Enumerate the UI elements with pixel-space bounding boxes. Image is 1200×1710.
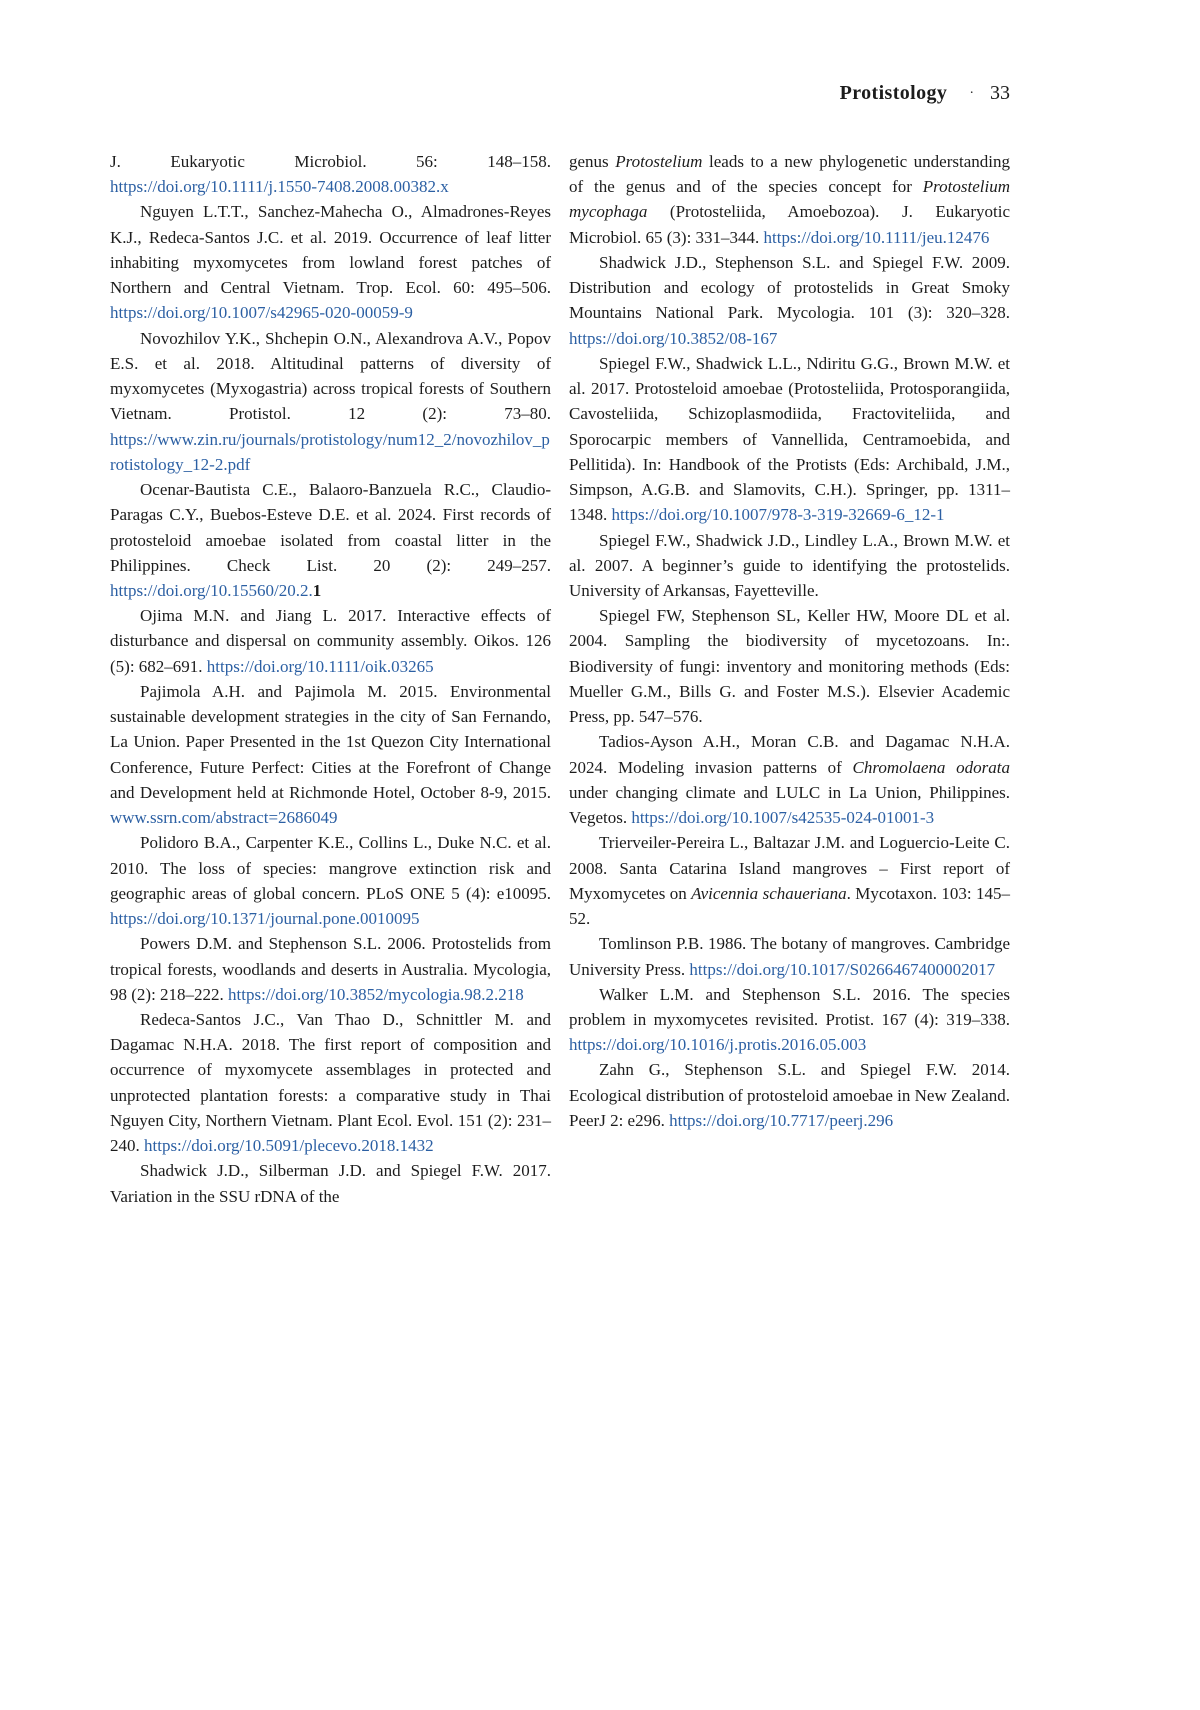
taxon-name: Protostelium (615, 152, 703, 171)
reference-url-link[interactable]: https://doi.org/10.1007/s42535-024-01001-3 (631, 808, 935, 828)
reference-url-link[interactable]: https://doi.org/10.5091/plecevo.2018.1432 (144, 1136, 434, 1156)
reference-entry-continued (110, 149, 551, 199)
reference-text: Novozhilov Y.K., Shchepin O.N., Alexandrova A.V., Popov E.S. et al. 2018. Altitudinal patterns of diversity of myxomycetes (Myxogastria) across tropical forests of Southern Vietnam. Protistol. 12 (2): 73–80. (110, 328, 551, 424)
reference-url-link[interactable]: https://doi.org/10.1016/j.protis.2016.05.003 (569, 1035, 867, 1055)
reference-entry (110, 1007, 551, 1158)
taxon-name: Chromolaena odorata (852, 757, 1010, 777)
reference-url-link[interactable]: https://doi.org/10.1111/oik.03265 (206, 656, 434, 676)
reference-entry (110, 199, 551, 325)
reference-text: J. Eukaryotic Microbiol. 56: 148–158. (110, 152, 551, 171)
reference-entry (110, 477, 551, 603)
bold-text: 1 (312, 580, 322, 600)
reference-entry (569, 528, 1010, 604)
journal-title: Protistology (839, 82, 948, 104)
reference-url-link[interactable]: www.ssrn.com/abstract=2686049 (110, 808, 338, 828)
reference-entry (569, 603, 1010, 729)
reference-text: Shadwick J.D., Silberman J.D. and Spiegel F.W. 2017. Variation in the SSU rDNA of the (110, 1161, 551, 1206)
taxon-name: Avicennia schaueriana (691, 883, 847, 903)
reference-text: Tomlinson P.B. 1986. The botany of mangroves. Cambridge University Press. (569, 934, 1010, 979)
reference-text: Tadios-Ayson A.H., Moran C.B. and Dagamac N.H.A. 2024. Modeling invasion patterns of (569, 732, 1010, 777)
reference-entry (569, 982, 1010, 1058)
reference-text: Zahn G., Stephenson S.L. and Spiegel F.W. 2014. Ecological distribution of protosteloid amoebae in New Zealand. PeerJ 2: e296. (569, 1060, 1010, 1130)
reference-text: Nguyen L.T.T., Sanchez-Mahecha O., Almadrones-Reyes K.J., Redeca-Santos J.C. et al. 2019. Occurrence of leaf litter inhabiting myxomycetes from lowland forest patches of Northern and Central Vietnam. Trop. Ecol. 60: 495–506. (110, 202, 551, 298)
reference-text: Spiegel F.W., Shadwick L.L., Ndiritu G.G., Brown M.W. et al. 2017. Protosteloid amoebae (Protosteliida, Protosporangiida, Cavosteliida, Schizoplasmodiida, Fractoviteliida, and Sporocarpic members of Vannellida, Centramoebida, and Pellitida). In: Handbook of the Protists (Eds: Archibald, J.M., Simpson, A.G.B. and Slamovits, C.H.). Springer, pp. 1311–1348. (569, 353, 1010, 525)
references-right-column (569, 149, 1010, 1133)
reference-text: Redeca-Santos J.C., Van Thao D., Schnittler M. and Dagamac N.H.A. 2018. The first report of composition and occurrence of myxomycete assemblages in protected and unprotected plantation forests: a comparative study in Thai Nguyen City, Northern Vietnam. Plant Ecol. Evol. 151 (2): 231–240. (110, 1009, 551, 1156)
reference-text: genus (569, 152, 616, 171)
reference-entry (569, 351, 1010, 528)
reference-text: Trierveiler-Pereira L., Baltazar J.M. and Loguercio-Leite C. 2008. Santa Catarina Island mangroves – First report of Myxomycetes on (569, 833, 1010, 903)
reference-url-link[interactable]: https://doi.org/10.1007/s42965-020-00059-9 (110, 303, 413, 323)
reference-text: Spiegel F.W., Shadwick J.D., Lindley L.A., Brown M.W. et al. 2007. A beginner’s guide to identifying the protostelids. University of Arkansas, Fayetteville. (569, 530, 1010, 600)
reference-text: Spiegel FW, Stephenson SL, Keller HW, Moore DL et al. 2004. Sampling the biodiversity of mycetozoans. In:. Biodiversity of fungi: inventory and monitoring methods (Eds: Mueller G.M., Bills G. and Foster M.S.). Elsevier Academic Press, pp. 547–576. (569, 606, 1010, 727)
reference-entry (569, 830, 1010, 931)
reference-url-link[interactable]: https://doi.org/10.3852/mycologia.98.2.218 (228, 984, 524, 1004)
taxon-name: Protostelium mycophaga (569, 177, 1010, 222)
reference-url-link[interactable]: https://www.zin.ru/journals/protistology/num12_2/novozhilov_protistology_12-2.pdf (110, 429, 550, 474)
reference-text: Ocenar-Bautista C.E., Balaoro-Banzuela R.C., Claudio-Paragas C.Y., Buebos-Esteve D.E. et al. 2024. First records of protosteloid amoebae isolated from coastal litter in the Philippines. Check List. 20 (2): 249–257. (110, 480, 551, 575)
reference-entry (110, 603, 551, 679)
reference-text: Powers D.M. and Stephenson S.L. 2006. Protostelids from tropical forests, woodlands and deserts in Australia. Mycologia, 98 (2): 218–222. (110, 934, 551, 1004)
reference-entry (569, 1057, 1010, 1133)
reference-text: Shadwick J.D., Stephenson S.L. and Spiegel F.W. 2009. Distribution and ecology of protostelids in Great Smoky Mountains National Park. Mycologia. 101 (3): 320–328. (569, 252, 1010, 323)
reference-text: Walker L.M. and Stephenson S.L. 2016. The species problem in myxomycetes revisited. Protist. 167 (4): 319–338. (569, 984, 1010, 1029)
reference-text: Ojima M.N. and Jiang L. 2017. Interactive effects of disturbance and dispersal on community assembly. Oikos. 126 (5): 682–691. (110, 606, 551, 676)
reference-entry (569, 729, 1010, 830)
reference-entry (110, 326, 551, 477)
reference-entry (110, 931, 551, 1007)
reference-entry (110, 679, 551, 830)
page-number: 33 (990, 82, 1010, 104)
reference-list (110, 149, 1010, 1209)
reference-entry (110, 830, 551, 931)
reference-text: . Mycotaxon. 103: 145–52. (569, 883, 1010, 929)
reference-entry (569, 931, 1010, 981)
reference-text: leads to a new phylogenetic understanding of the genus and of the species concept for (569, 152, 1010, 197)
reference-url-link[interactable]: https://doi.org/10.1111/jeu.12476 (763, 227, 990, 247)
reference-url-link[interactable]: https://doi.org/10.15560/20.2. (110, 580, 313, 600)
reference-entry-continued (569, 149, 1010, 250)
reference-url-link[interactable]: https://doi.org/10.7717/peerj.296 (669, 1110, 894, 1130)
reference-url-link[interactable]: https://doi.org/10.1111/j.1550-7408.2008.00382.x (110, 177, 449, 197)
reference-url-link[interactable]: https://doi.org/10.1017/S0266467400002017 (689, 959, 996, 979)
reference-text: under changing climate and LULC in La Union, Philippines. Vegetos. (569, 782, 1010, 828)
reference-text: Pajimola A.H. and Pajimola M. 2015. Environmental sustainable development strategies in the city of San Fernando, La Union. Paper Presented in the 1st Quezon City International Conference, Future Perfect: Cities at the Forefront of Change and Development held at Richmonde Hotel, October 8-9, 2015. (110, 681, 551, 802)
reference-text: (Protosteliida, Amoebozoa). J. Eukaryotic Microbiol. 65 (3): 331–344. (569, 202, 1010, 247)
reference-url-link[interactable]: https://doi.org/10.1371/journal.pone.0010095 (110, 909, 420, 929)
running-head (110, 82, 1010, 105)
reference-entry (110, 1158, 551, 1208)
reference-url-link[interactable]: https://doi.org/10.1007/978-3-319-32669-6_12-1 (611, 505, 945, 525)
reference-text: Polidoro B.A., Carpenter K.E., Collins L., Duke N.C. et al. 2010. The loss of species: mangrove extinction risk and geographic areas of global concern. PLoS ONE 5 (4): e10095. (110, 833, 551, 903)
header-separator-dot: · (969, 86, 974, 101)
references-left-column (110, 149, 551, 1209)
reference-entry (569, 250, 1010, 351)
reference-url-link[interactable]: https://doi.org/10.3852/08-167 (569, 328, 778, 348)
